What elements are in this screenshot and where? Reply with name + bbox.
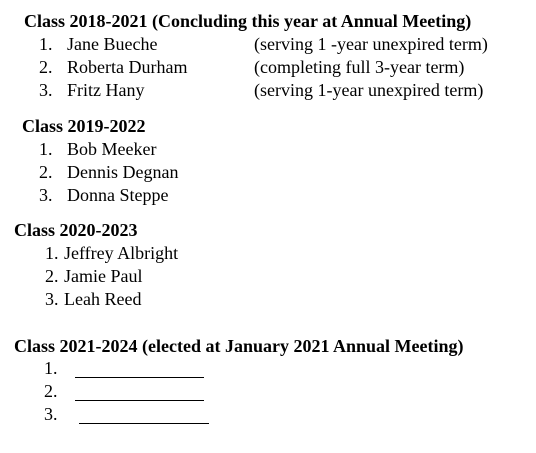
member-note: (serving 1-year unexpired term) (254, 80, 484, 100)
list-number: 2. (44, 381, 58, 401)
class-2020-2023-heading: Class 2020-2023 (14, 220, 138, 240)
blank-name-line (75, 377, 204, 378)
list-number: 3. (45, 289, 59, 309)
list-number: 3. (39, 80, 53, 100)
list-number: 2. (39, 162, 53, 182)
list-number: 1. (45, 243, 59, 263)
member-name: Bob Meeker (67, 139, 157, 159)
member-note: (completing full 3-year term) (254, 57, 465, 77)
class-2021-2024-heading: Class 2021-2024 (elected at January 2021 Annual Meeting) (14, 336, 464, 356)
member-name: Donna Steppe (67, 185, 169, 205)
member-name: Fritz Hany (67, 80, 145, 100)
list-number: 1. (44, 358, 58, 378)
member-note: (serving 1 -year unexpired term) (254, 34, 488, 54)
list-number: 3. (44, 404, 58, 424)
list-number: 3. (39, 185, 53, 205)
class-2018-2021-heading: Class 2018-2021 (Concluding this year at Annual Meeting) (24, 11, 472, 31)
member-name: Jeffrey Albright (64, 243, 179, 263)
blank-name-line (79, 423, 209, 424)
member-name: Jane Bueche (67, 34, 158, 54)
member-name: Jamie Paul (64, 266, 143, 286)
member-name: Leah Reed (64, 289, 142, 309)
member-name: Dennis Degnan (67, 162, 179, 182)
list-number: 1. (39, 34, 53, 54)
class-2019-2022-heading: Class 2019-2022 (22, 116, 146, 136)
blank-name-line (75, 400, 204, 401)
member-name: Roberta Durham (67, 57, 188, 77)
list-number: 1. (39, 139, 53, 159)
list-number: 2. (39, 57, 53, 77)
list-number: 2. (45, 266, 59, 286)
